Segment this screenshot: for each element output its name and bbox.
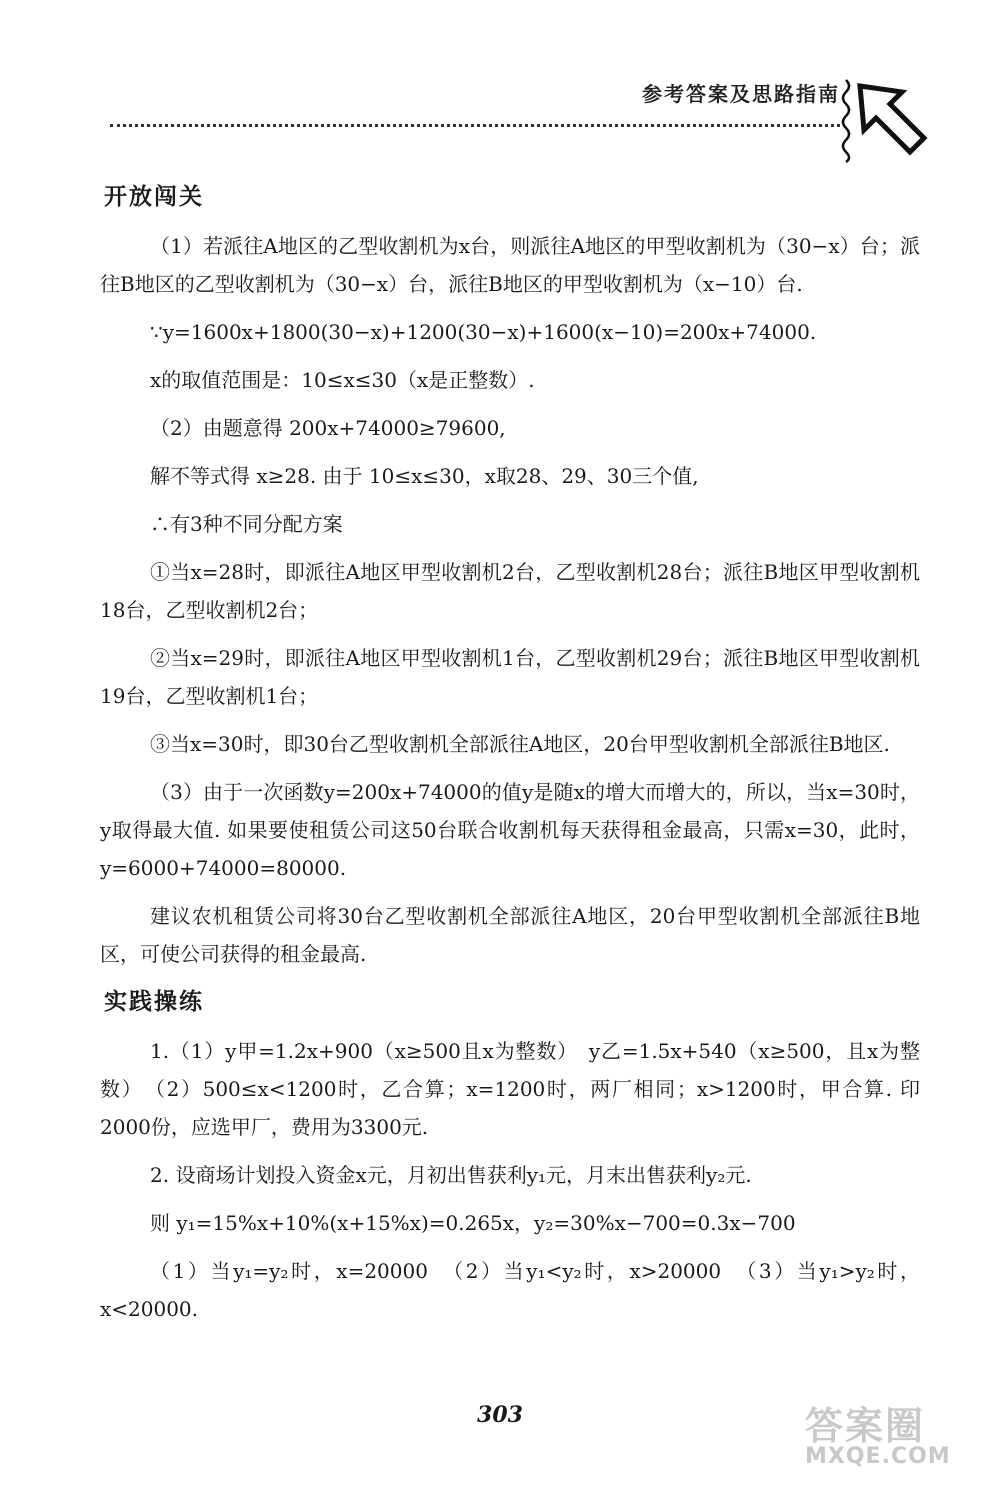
header-title: 参考答案及思路指南 — [642, 82, 840, 106]
answer-paragraph: 2. 设商场计划投入资金x元，月初出售获利y₁元，月末出售获利y₂元. — [150, 1163, 752, 1187]
header-dotted-rule — [110, 124, 840, 127]
page-number: 303 — [477, 1402, 523, 1428]
answer-paragraph: ①当x=28时，即派往A地区甲型收割机2台，乙型收割机28台；派往B地区甲型收割机18台，乙型收割机2台； — [100, 560, 920, 622]
answer-paragraph: ∴有3种不同分配方案 — [150, 512, 343, 536]
watermark-logo — [805, 1395, 951, 1469]
answer-paragraph: 建议农机租赁公司将30台乙型收割机全部派往A地区，20台甲型收割机全部派往B地区，可使公司获得的租金最高. — [100, 904, 920, 966]
watermark-url: MXQE.COM — [805, 1444, 951, 1469]
answer-paragraph: 1.（1）y甲=1.2x+900（x≥500且x为整数） y乙=1.5x+540（x≥500，且x为整数） （2）500≤x<1200时，乙合算；x=1200时，两厂相同；x>1200时，甲合算. 印2000份，应选甲厂，费用为3300元. — [100, 1039, 920, 1139]
answer-paragraph: ③当x=30时，即30台乙型收割机全部派往A地区，20台甲型收割机全部派往B地区. — [150, 732, 890, 756]
main-content — [100, 170, 920, 1338]
answer-paragraph: x的取值范围是：10≤x≤30（x是正整数）. — [150, 368, 535, 392]
answer-paragraph: （2）由题意得 200x+74000≥79600, — [150, 416, 506, 440]
section-title-practice: 实践操练 — [104, 989, 204, 1015]
watermark-text: 答案圈 — [805, 1404, 926, 1448]
answer-paragraph: （1）若派往A地区的乙型收割机为x台，则派往A地区的甲型收割机为（30−x）台；派往B地区的乙型收割机为（30−x）台，派往B地区的甲型收割机为（x−10）台. — [100, 234, 920, 296]
answer-paragraph: （1）当y₁=y₂时，x=20000 （2）当y₁<y₂时，x>20000 （3）当y₁>y₂时，x<20000. — [100, 1259, 920, 1321]
arrow-icon — [838, 78, 930, 178]
section-title-open: 开放闯关 — [104, 184, 204, 210]
answer-paragraph: ∵y=1600x+1800(30−x)+1200(30−x)+1600(x−10)=200x+74000. — [150, 320, 817, 344]
answer-paragraph: （3）由于一次函数y=200x+74000的值y是随x的增大而增大的，所以，当x=30时，y取得最大值. 如果要使租赁公司这50台联合收割机每天获得租金最高，只需x=30，此时，y=6000+74000=80000. — [100, 780, 920, 880]
answer-paragraph: ②当x=29时，即派往A地区甲型收割机1台，乙型收割机29台；派往B地区甲型收割机19台，乙型收割机1台； — [100, 646, 920, 708]
answer-paragraph: 解不等式得 x≥28. 由于 10≤x≤30，x取28、29、30三个值, — [150, 464, 699, 488]
answer-paragraph: 则 y₁=15%x+10%(x+15%x)=0.265x，y₂=30%x−700=0.3x−700 — [150, 1211, 796, 1235]
